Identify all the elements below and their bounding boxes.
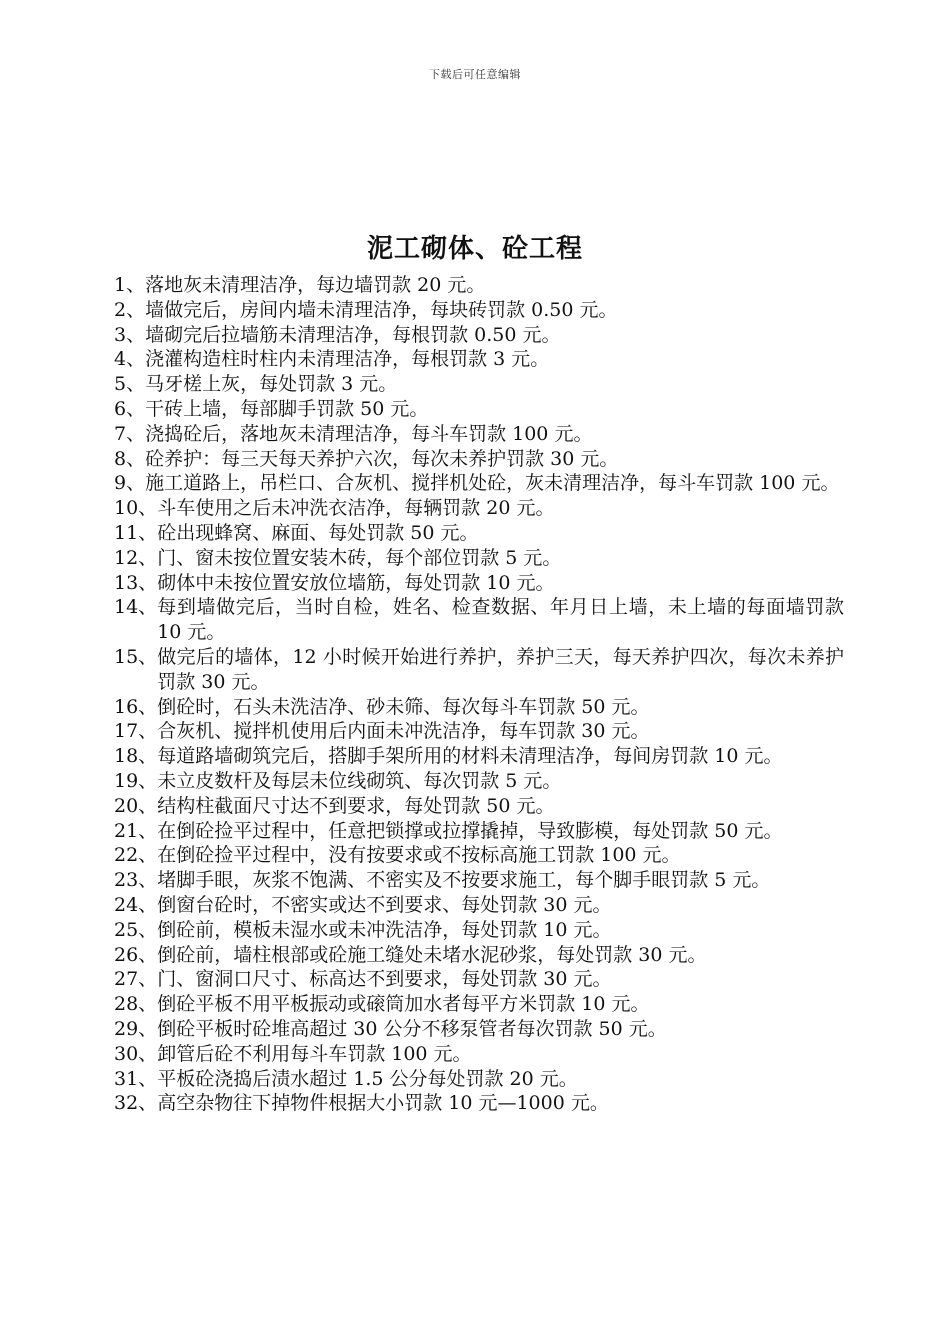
rule-text: 浇捣砼后，落地灰未清理洁净，每斗车罚款 100 元。 [145, 422, 593, 445]
rule-number: 13、 [114, 571, 158, 594]
rule-number: 6、 [114, 397, 146, 420]
rules-list [114, 273, 844, 1116]
rule-text: 每到墙做完后，当时自检，姓名、检查数据、年月日上墙，未上墙的每面墙罚款 10 元。 [157, 596, 844, 644]
rule-number: 5、 [114, 373, 146, 396]
rule-number: 14、 [114, 596, 158, 619]
rule-text: 堵脚手眼，灰浆不饱满、不密实及不按要求施工，每个脚手眼罚款 5 元。 [157, 869, 771, 892]
rule-text: 倒砼平板时砼堆高超过 30 公分不移泵管者每次罚款 50 元。 [157, 1017, 667, 1040]
rule-text: 高空杂物往下掉物件根据大小罚款 10 元—1000 元。 [157, 1092, 609, 1115]
rule-text: 施工道路上，吊栏口、合灰机、搅拌机处砼，灰未清理洁净，每斗车罚款 100 元。 [145, 472, 840, 495]
rule-item [114, 943, 844, 968]
rule-text: 砼出现蜂窝、麻面、每处罚款 50 元。 [157, 521, 479, 544]
rule-item [114, 992, 844, 1017]
rule-text: 落地灰未清理洁净，每边墙罚款 20 元。 [145, 274, 486, 296]
rule-item [114, 868, 844, 893]
rule-item [114, 397, 844, 422]
rule-number: 18、 [114, 745, 158, 768]
rule-text: 干砖上墙，每部脚手罚款 50 元。 [145, 397, 429, 420]
rule-number: 1、 [114, 274, 146, 296]
rule-number: 26、 [114, 943, 158, 966]
rule-text: 在倒砼捡平过程中，没有按要求或不按标高施工罚款 100 元。 [157, 844, 681, 867]
rule-number: 12、 [114, 546, 158, 569]
rule-text: 在倒砼捡平过程中，任意把锁撑或拉撑撬掉，导致膨模，每处罚款 50 元。 [157, 819, 783, 842]
rule-item [114, 496, 844, 521]
rule-item [114, 645, 844, 695]
rule-number: 19、 [114, 769, 158, 792]
rule-text: 墙做完后，房间内墙未清理洁净，每块砖罚款 0.50 元。 [145, 298, 618, 321]
rule-number: 21、 [114, 819, 158, 842]
rule-text: 卸管后砼不利用每斗车罚款 100 元。 [157, 1042, 472, 1065]
rule-number: 27、 [114, 968, 158, 991]
rule-number: 23、 [114, 869, 158, 892]
document-title: 泥工砌体、砼工程 [366, 234, 583, 264]
rule-number: 3、 [114, 323, 146, 346]
rule-item [114, 794, 844, 819]
rule-item [114, 1091, 844, 1116]
rule-text: 斗车使用之后未冲洗衣洁净，每辆罚款 20 元。 [157, 497, 555, 520]
rule-number: 29、 [114, 1017, 158, 1040]
rule-item [114, 372, 844, 397]
rule-text: 倒砼平板不用平板振动或磙筒加水者每平方米罚款 10 元。 [157, 993, 650, 1016]
rule-item [114, 1042, 844, 1067]
rule-item [114, 546, 844, 571]
rule-number: 7、 [114, 422, 146, 445]
rule-item [114, 273, 844, 298]
rule-text: 未立皮数杆及每层未位线砌筑、每次罚款 5 元。 [157, 769, 562, 792]
rule-text: 墙砌完后拉墙筋未清理洁净，每根罚款 0.50 元。 [145, 323, 561, 346]
rule-number: 9、 [114, 472, 146, 495]
rule-number: 20、 [114, 794, 158, 817]
rule-item [114, 1067, 844, 1092]
rule-item [114, 967, 844, 992]
rule-number: 15、 [114, 645, 158, 668]
rule-number: 28、 [114, 993, 158, 1016]
rule-number: 16、 [114, 695, 158, 718]
rule-text: 倒砼前，模板未湿水或未冲洗洁净，每处罚款 10 元。 [157, 918, 612, 941]
rule-item [114, 298, 844, 323]
rule-item [114, 893, 844, 918]
rule-text: 倒砼时，石头未洗洁净、砂未筛、每次每斗车罚款 50 元。 [157, 695, 650, 718]
rule-text: 砼养护：每三天每天养护六次，每次未养护罚款 30 元。 [145, 447, 619, 470]
rule-item [114, 471, 844, 496]
rule-item [114, 347, 844, 372]
rule-number: 11、 [114, 521, 158, 544]
rule-text: 马牙槎上灰，每处罚款 3 元。 [145, 373, 398, 396]
rule-number: 30、 [114, 1042, 158, 1065]
rule-number: 24、 [114, 893, 158, 916]
rule-number: 31、 [114, 1067, 158, 1090]
rule-item [114, 843, 844, 868]
rule-text: 平板砼浇捣后渍水超过 1.5 公分每处罚款 20 元。 [157, 1067, 578, 1090]
rule-item [114, 521, 844, 546]
rule-number: 2、 [114, 298, 146, 321]
rule-text: 合灰机、搅拌机使用后内面未冲洗洁净，每车罚款 30 元。 [157, 720, 650, 743]
rule-item [114, 595, 844, 645]
rule-item [114, 422, 844, 447]
rule-item [114, 1017, 844, 1042]
header-note: 下载后可任意编辑 [429, 68, 521, 81]
rule-number: 32、 [114, 1092, 158, 1115]
rule-text: 结构柱截面尺寸达不到要求，每处罚款 50 元。 [157, 794, 555, 817]
rule-number: 8、 [114, 447, 146, 470]
rule-number: 22、 [114, 844, 158, 867]
rule-number: 25、 [114, 918, 158, 941]
rule-item [114, 695, 844, 720]
rule-text: 每道路墙砌筑完后，搭脚手架所用的材料未清理洁净，每间房罚款 10 元。 [157, 745, 783, 768]
rule-text: 砌体中未按位置安放位墙筋，每处罚款 10 元。 [157, 571, 555, 594]
rule-item [114, 819, 844, 844]
rule-text: 倒砼前，墙柱根部或砼施工缝处未堵水泥砂浆，每处罚款 30 元。 [157, 943, 707, 966]
rule-text: 做完后的墙体，12 小时候开始进行养护，养护三天，每天养护四次，每次未养护罚款 30 元。 [157, 645, 844, 693]
rule-item [114, 719, 844, 744]
rule-item [114, 918, 844, 943]
rule-number: 17、 [114, 720, 158, 743]
rule-item [114, 744, 844, 769]
rule-text: 倒窗台砼时，不密实或达不到要求、每处罚款 30 元。 [157, 893, 612, 916]
rule-text: 门、窗洞口尺寸、标高达不到要求，每处罚款 30 元。 [157, 968, 612, 991]
rule-number: 10、 [114, 497, 158, 520]
rule-text: 门、窗未按位置安装木砖，每个部位罚款 5 元。 [157, 546, 562, 569]
rule-item [114, 323, 844, 348]
rule-item [114, 769, 844, 794]
rule-item [114, 447, 844, 472]
rule-item [114, 571, 844, 596]
rule-number: 4、 [114, 348, 146, 371]
rule-text: 浇灌构造柱时柱内未清理洁净，每根罚款 3 元。 [145, 348, 550, 371]
